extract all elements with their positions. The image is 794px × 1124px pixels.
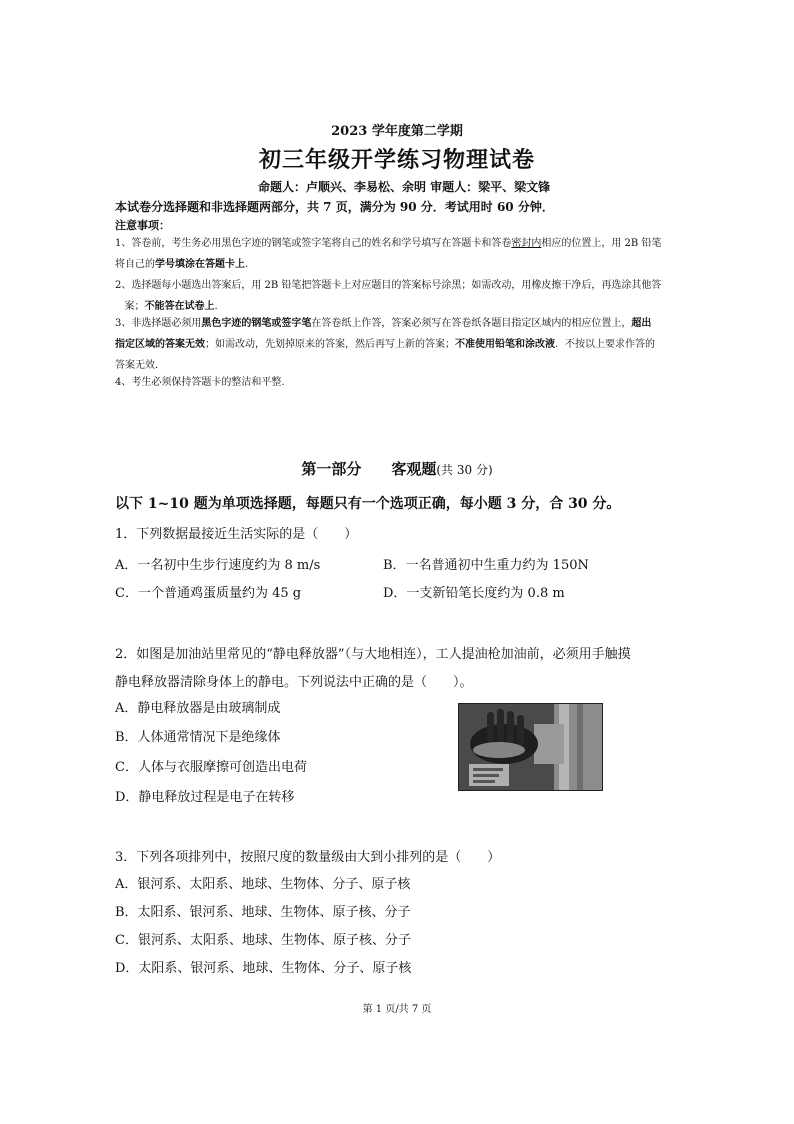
question-2-option-c: C．人体与衣服摩擦可创造出电荷 [115, 760, 307, 775]
note-2: 2、选择题每小题选出答案后，用 2B 铅笔把答题卡上对应题目的答案标号涂黑；如需改动，用橡皮擦干净后，再选涂其他答 案；不能答在试卷上. [115, 280, 662, 312]
static-discharger-photo [458, 703, 603, 791]
question-1-option-a: A．一名初中生步行速度约为 8 m/s [115, 558, 321, 573]
page-footer: 第 1 页/共 7 页 [362, 1004, 432, 1015]
exam-year: 2023 学年度第二学期 [331, 124, 463, 139]
question-3-option-a: A．银河系、太阳系、地球、生物体、分子、原子核 [115, 877, 411, 892]
note-3: 3、非选择题必须用黑色字迹的钢笔或签字笔在答卷纸上作答，答案必须写在答卷纸各题目指定区域内的相应位置上，超出 指定区域的答案无效；如需改动，先划掉原来的答案，然后再写上新的答案；不准使用铅笔和涂改液．不按以上要求作答的 答案无效． [115, 318, 655, 371]
exam-authors: 命题人：卢顺兴、李易松、余明 审题人：梁平、梁文锋 [258, 180, 551, 194]
question-2-option-d: D．静电释放过程是电子在转移 [115, 790, 295, 805]
question-3-option-d: D．太阳系、银河系、地球、生物体、分子、原子核 [115, 961, 412, 976]
note-4: 4、考生必须保持答题卡的整洁和平整. [115, 377, 285, 388]
question-1-option-d: D．一支新铅笔长度约为 0.8 m [383, 586, 565, 601]
exam-title: 初三年级开学练习物理试卷 [258, 147, 535, 173]
question-1-option-b: B．一名普通初中生重力约为 150N [383, 558, 589, 573]
question-1-stem: 1．下列数据最接近生活实际的是（ ） [115, 527, 358, 542]
section-title: 第一部分 客观题(共 30 分) [301, 460, 493, 478]
notes-title: 注意事项： [115, 219, 170, 232]
question-1-option-c: C．一个普通鸡蛋质量约为 45 g [115, 586, 302, 601]
question-2-stem-line-2: 静电释放器清除身体上的静电。下列说法中正确的是（ ）。 [115, 675, 473, 690]
note-1: 1、答卷前，考生务必用黑色字迹的钢笔或签字笔将自己的姓名和学号填写在答题卡和答卷密封内相应的位置上，用 2B 铅笔 将自己的学号填涂在答题卡上. [115, 238, 662, 270]
section-instruction: 以下 1~10 题为单项选择题，每题只有一个选项正确，每小题 3 分，合 30 分。 [115, 496, 621, 512]
question-2-stem-line-1: 2．如图是加油站里常见的“静电释放器”（与大地相连），工人提油枪加油前，必须用手触摸 [115, 647, 631, 662]
question-3-stem: 3．下列各项排列中，按照尺度的数量级由大到小排列的是（ ） [115, 850, 501, 865]
question-3-option-c: C．银河系、太阳系、地球、生物体、原子核、分子 [115, 933, 411, 948]
question-2-option-a: A．静电释放器是由玻璃制成 [115, 701, 281, 716]
question-2-option-b: B．人体通常情况下是绝缘体 [115, 730, 281, 745]
exam-intro: 本试卷分选择题和非选择题两部分，共 7 页，满分为 90 分．考试用时 60 分钟． [115, 200, 554, 214]
question-3-option-b: B．太阳系、银河系、地球、生物体、原子核、分子 [115, 905, 411, 920]
